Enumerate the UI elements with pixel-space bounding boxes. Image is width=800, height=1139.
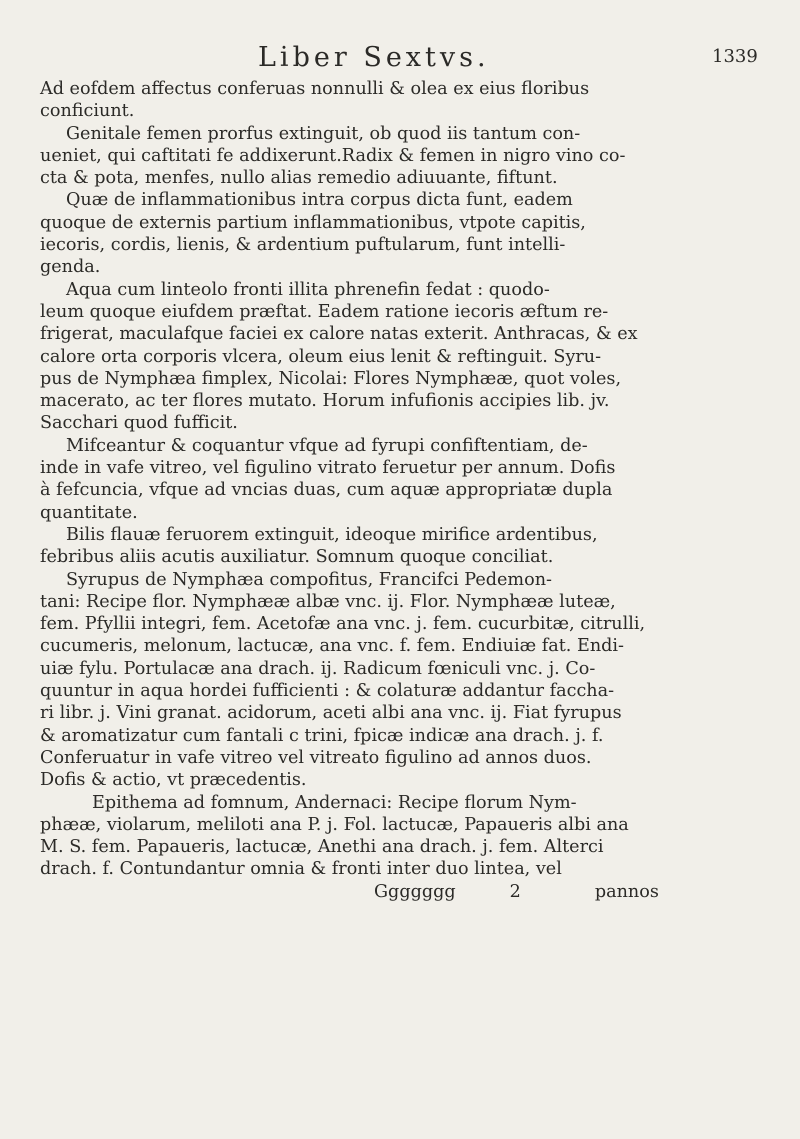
text-line: drach. f. Contundantur omnia & fronti inter duo lintea, vel bbox=[40, 859, 562, 880]
text-line: Mifceantur & coquantur vfque ad fyrupi confiftentiam, de- bbox=[66, 435, 588, 456]
text-line: ueniet, qui caftitati fe addixerunt.Radix & femen in nigro vino co- bbox=[40, 145, 626, 166]
signature-line bbox=[40, 881, 740, 903]
text-line: ri libr. j. Vini granat. acidorum, aceti albi ana vnc. ij. Fiat fyrupus bbox=[40, 703, 622, 724]
text-line: frigerat, maculafque faciei ex calore natas exterit. Anthracas, & ex bbox=[40, 324, 638, 345]
text-line: quuntur in aqua hordei fufficienti : & colaturæ addantur faccha- bbox=[40, 681, 615, 702]
text-line: Conferuatur in vafe vitreo vel vitreato figulino ad annos duos. bbox=[40, 747, 592, 768]
text-line: cta & pota, menfes, nullo alias remedio adiuuante, fiftunt. bbox=[40, 168, 558, 189]
signature-mark: Ggggggg bbox=[374, 881, 456, 902]
text-line: M. S. fem. Papaueris, lactucæ, Anethi ana drach. j. fem. Alterci bbox=[40, 837, 604, 858]
text-line: Bilis flauæ feruorem extinguit, ideoque mirifice ardentibus, bbox=[66, 524, 598, 545]
text-line: inde in vafe vitreo, vel figulino vitrato feruetur per annum. Dofis bbox=[40, 458, 616, 479]
text-line: pus de Nymphæa fimplex, Nicolai: Flores Nymphææ, quot voles, bbox=[40, 368, 622, 389]
text-line: phææ, violarum, meliloti ana P. j. Fol. lactucæ, Papaueris albi ana bbox=[40, 814, 629, 835]
text-line: Quæ de inflammationibus intra corpus dicta funt, eadem bbox=[66, 190, 573, 211]
text-line: tani: Recipe flor. Nymphææ albæ vnc. ij. Flor. Nymphææ luteæ, bbox=[40, 591, 616, 612]
text-line: genda. bbox=[40, 257, 101, 278]
text-line: Aqua cum linteolo fronti illita phrenefin fedat : quodo- bbox=[66, 279, 550, 300]
text-line: fem. Pfyllii integri, fem. Acetofæ ana vnc. j. fem. cucurbitæ, citrulli, bbox=[40, 614, 646, 635]
page-header bbox=[0, 42, 800, 76]
running-title: Liber Sextvs. bbox=[258, 42, 490, 73]
text-line: à fefcuncia, vfque ad vncias duas, cum aquæ appropriatæ dupla bbox=[40, 480, 613, 501]
body-text bbox=[40, 78, 740, 903]
text-line: iecoris, cordis, lienis, & ardentium puftularum, funt intelli- bbox=[40, 235, 566, 256]
text-line: Epithema ad fomnum, Andernaci: Recipe florum Nym- bbox=[92, 792, 577, 813]
text-line: uiæ fylu. Portulacæ ana drach. ij. Radicum fœniculi vnc. j. Co- bbox=[40, 658, 596, 679]
text-line: leum quoque eiufdem præftat. Eadem ratione iecoris æftum re- bbox=[40, 301, 609, 322]
signature-number: 2 bbox=[509, 881, 521, 902]
text-line: Syrupus de Nymphæa compofitus, Francifci Pedemon- bbox=[66, 569, 552, 590]
text-line: Genitale femen prorfus extinguit, ob quod iis tantum con- bbox=[66, 123, 581, 144]
text-line: cucumeris, melonum, lactucæ, ana vnc. f. fem. Endiuiæ fat. Endi- bbox=[40, 636, 624, 657]
text-line: quoque de externis partium inflammationibus, vtpote capitis, bbox=[40, 212, 586, 233]
text-line: Dofis & actio, vt præcedentis. bbox=[40, 770, 307, 791]
text-line: quantitate. bbox=[40, 502, 138, 523]
text-line: macerato, ac ter flores mutato. Horum infufionis accipies lib. jv. bbox=[40, 391, 610, 412]
text-line: conficiunt. bbox=[40, 101, 135, 122]
page-number: 1339 bbox=[712, 46, 758, 67]
text-line: Ad eofdem affectus conferuas nonnulli & olea ex eius floribus bbox=[40, 79, 590, 99]
text-line: & aromatizatur cum fantali c trini, fpicæ indicæ ana drach. j. f. bbox=[40, 725, 604, 746]
catchword: pannos bbox=[594, 881, 659, 902]
text-line: calore orta corporis vlcera, oleum eius lenit & reftinguit. Syru- bbox=[40, 346, 602, 367]
text-line: Sacchari quod fufficit. bbox=[40, 413, 238, 434]
text-line: febribus aliis acutis auxiliatur. Somnum quoque conciliat. bbox=[40, 547, 554, 568]
